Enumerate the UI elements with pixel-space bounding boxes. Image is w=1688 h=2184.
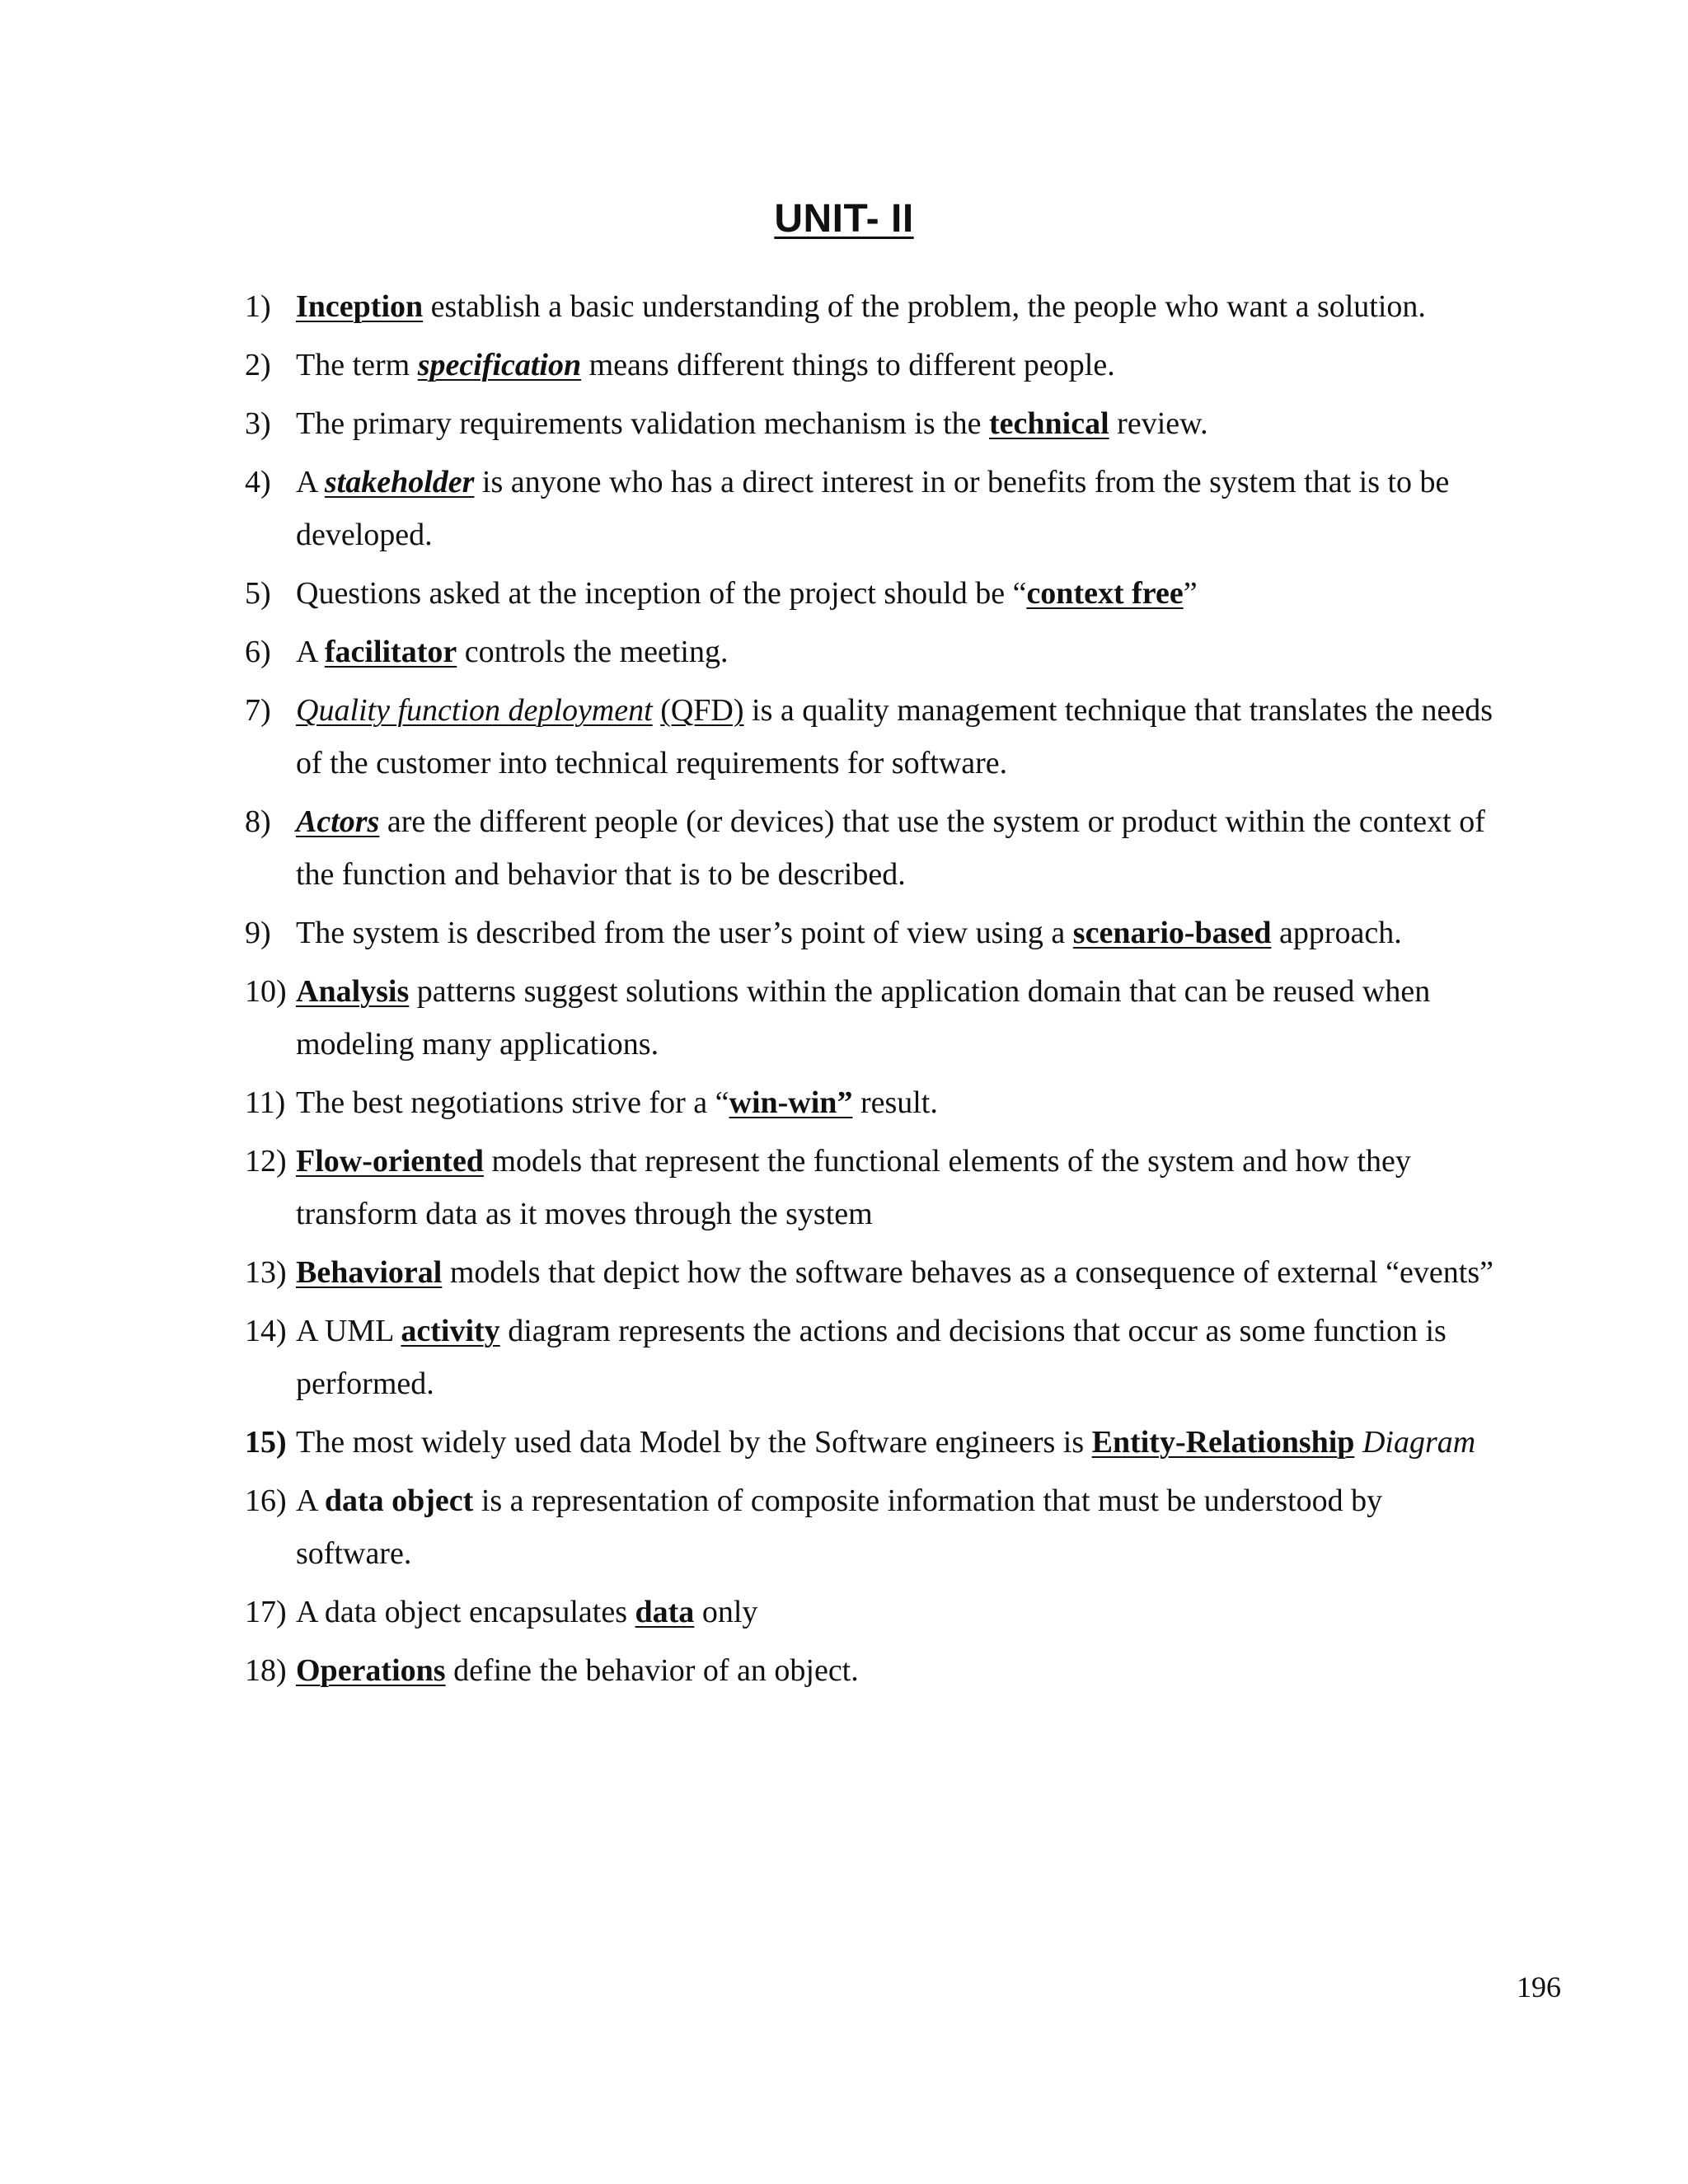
item-number: 13) — [245, 1255, 287, 1290]
text-run — [1354, 1425, 1362, 1460]
page-number: 196 — [1517, 1971, 1561, 2004]
text-run: The term — [296, 348, 418, 382]
answer-term: Diagram — [1362, 1425, 1476, 1460]
item-number: 17) — [245, 1595, 287, 1629]
list-item — [245, 456, 1498, 561]
item-number: 4) — [245, 465, 271, 499]
text-run: patterns suggest solutions within the application domain that can be reused when modeling many applications. — [296, 974, 1431, 1062]
item-text — [296, 1305, 1498, 1410]
item-number: 12) — [245, 1144, 287, 1179]
text-run: The primary requirements validation mechanism is the — [296, 406, 990, 441]
text-run: only — [694, 1595, 758, 1629]
item-number: 11) — [245, 1085, 286, 1120]
question-list — [245, 280, 1498, 1703]
text-run: review. — [1109, 406, 1208, 441]
item-text — [296, 795, 1498, 901]
list-item — [245, 1586, 1498, 1638]
text-run: Questions asked at the inception of the project should be “ — [296, 576, 1027, 611]
text-run: models that represent the functional elements of the system and how they transform data as it moves through the system — [296, 1144, 1411, 1231]
list-item — [245, 907, 1498, 959]
answer-term: Flow-oriented — [296, 1144, 484, 1179]
text-run: means different things to different people. — [581, 348, 1115, 382]
text-run: is anyone who has a direct interest in or benefits from the system that is to be developed. — [296, 465, 1450, 552]
text-run: is a quality management technique that translates the needs of the customer into technical requirements for software. — [296, 693, 1493, 780]
item-number: 2) — [245, 348, 271, 382]
answer-term: Analysis — [296, 974, 410, 1009]
item-number: 14) — [245, 1314, 287, 1348]
list-item — [245, 684, 1498, 790]
answer-term: specification — [417, 348, 582, 382]
list-item — [245, 1644, 1498, 1697]
answer-term: data object — [324, 1483, 474, 1518]
answer-term: (QFD) — [660, 693, 744, 728]
item-number: 8) — [245, 804, 271, 839]
answer-term: facilitator — [324, 635, 457, 669]
text-run: ” — [1183, 576, 1198, 611]
list-item — [245, 626, 1498, 678]
list-item — [245, 397, 1498, 450]
item-text — [296, 1474, 1498, 1580]
item-text — [296, 280, 1498, 333]
answer-term: data — [635, 1595, 695, 1629]
text-run: is a representation of composite information that must be understood by software. — [296, 1483, 1383, 1571]
answer-term: context free — [1026, 576, 1184, 611]
list-item — [245, 339, 1498, 391]
item-number: 7) — [245, 693, 271, 728]
text-run: A — [296, 1483, 325, 1518]
answer-term: Inception — [296, 289, 424, 324]
list-item — [245, 1246, 1498, 1299]
item-number: 5) — [245, 576, 271, 611]
text-run: The system is described from the user’s point of view using a — [296, 916, 1073, 950]
answer-term: Behavioral — [296, 1255, 443, 1290]
item-number: 6) — [245, 635, 271, 669]
item-text — [296, 567, 1498, 620]
list-item — [245, 965, 1498, 1071]
item-text — [296, 1076, 1498, 1129]
text-run — [653, 693, 661, 728]
item-text — [296, 1246, 1498, 1299]
text-run: A UML — [296, 1314, 401, 1348]
text-run: result. — [852, 1085, 938, 1120]
answer-term: scenario-based — [1072, 916, 1272, 950]
text-run: A data object encapsulates — [296, 1595, 635, 1629]
item-text — [296, 1416, 1498, 1469]
item-text — [296, 1135, 1498, 1240]
item-text — [296, 907, 1498, 959]
answer-term: Entity-Relationship — [1091, 1425, 1355, 1460]
list-item — [245, 1135, 1498, 1240]
text-run: approach. — [1271, 916, 1402, 950]
text-run: A — [296, 465, 325, 499]
item-number: 10) — [245, 974, 287, 1009]
answer-term: Operations — [296, 1653, 446, 1688]
item-text — [296, 397, 1498, 450]
item-text — [296, 965, 1498, 1071]
text-run: controls the meeting. — [457, 635, 729, 669]
item-number: 16) — [245, 1483, 287, 1518]
item-number: 9) — [245, 916, 271, 950]
answer-term: Quality function deployment — [296, 693, 653, 728]
item-text — [296, 1644, 1498, 1697]
text-run: diagram represents the actions and decisions that occur as some function is performed. — [296, 1314, 1447, 1401]
item-number: 1) — [245, 289, 271, 324]
unit-title: UNIT- II — [774, 197, 914, 241]
answer-term: Actors — [296, 804, 380, 839]
list-item — [245, 1305, 1498, 1410]
item-text — [296, 456, 1498, 561]
text-run: The best negotiations strive for a “ — [296, 1085, 729, 1120]
answer-term: activity — [401, 1314, 500, 1348]
text-run: The most widely used data Model by the Software engineers is — [296, 1425, 1092, 1460]
text-run: are the different people (or devices) that use the system or product within the context of the function and behavior that is to be described. — [296, 804, 1485, 892]
answer-term: technical — [989, 406, 1109, 441]
item-text — [296, 626, 1498, 678]
item-number: 15) — [245, 1425, 287, 1460]
list-item — [245, 567, 1498, 620]
list-item — [245, 1474, 1498, 1580]
item-text — [296, 339, 1498, 391]
item-text — [296, 1586, 1498, 1638]
text-run: A — [296, 635, 325, 669]
text-run: define the behavior of an object. — [445, 1653, 859, 1688]
answer-term: stakeholder — [324, 465, 475, 499]
list-item — [245, 280, 1498, 333]
text-run: establish a basic understanding of the problem, the people who want a solution. — [423, 289, 1426, 324]
text-run: models that depict how the software behaves as a consequence of external “events” — [442, 1255, 1493, 1290]
answer-term: win-win” — [729, 1085, 853, 1120]
list-item — [245, 795, 1498, 901]
item-number: 3) — [245, 406, 271, 441]
item-number: 18) — [245, 1653, 287, 1688]
list-item — [245, 1416, 1498, 1469]
item-text — [296, 684, 1498, 790]
list-item — [245, 1076, 1498, 1129]
